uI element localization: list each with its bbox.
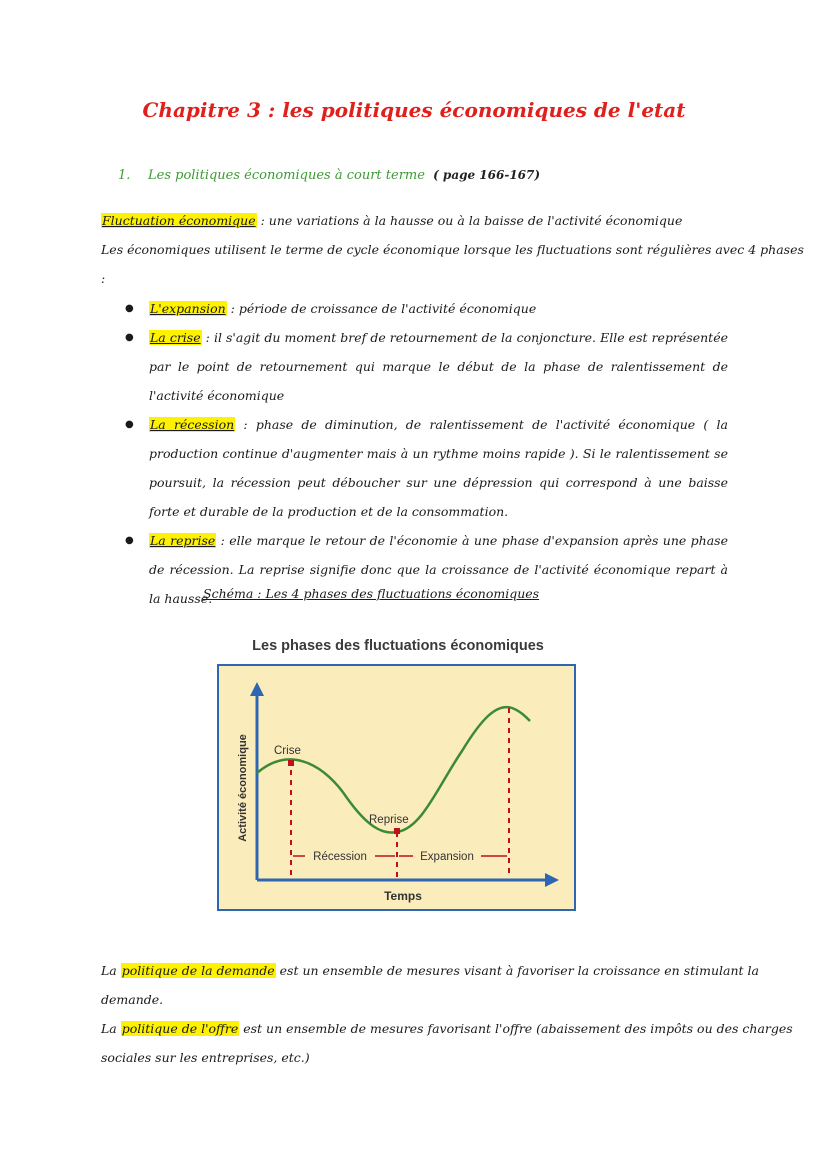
offre-term: politique de l'offre xyxy=(121,1021,239,1036)
phases-list xyxy=(128,294,728,613)
phase-term: La récession xyxy=(150,417,235,432)
offre-line-2: sociales sur les entreprises, etc.) xyxy=(101,1050,310,1065)
list-item xyxy=(128,410,728,526)
demande-line-1 xyxy=(101,963,759,978)
offre-line-1 xyxy=(101,1021,793,1036)
expansion-label: Expansion xyxy=(420,851,474,863)
chart-title: Les phases des fluctuations économiques xyxy=(252,638,544,654)
phase-text: : phase de diminution, de ralentissement de l'activité économique ( la production continue d'augmenter mais à un rythme moins rapide ). Si le ralentissement se poursuit, la récession peut déboucher sur une dépression qui correspond à une baisse forte et durable de la production et de la consommation. xyxy=(149,417,728,519)
section-title: Les politiques économiques à court terme xyxy=(148,168,425,183)
phase-term: La reprise xyxy=(150,533,216,548)
phase-text: : période de croissance de l'activité économique xyxy=(226,301,537,316)
list-item xyxy=(128,294,728,323)
fluctuations-diagram xyxy=(217,628,579,912)
section-number: 1. xyxy=(118,168,131,183)
demande-line-2: demande. xyxy=(101,992,164,1007)
demande-prefix: La xyxy=(101,963,121,978)
phase-text: : il s'agit du moment bref de retournement de la conjoncture. Elle est représentée par le point de retournement qui marque le début de la phase de ralentissement de l'activité économique xyxy=(149,330,728,403)
x-axis-label: Temps xyxy=(384,889,422,903)
cycle-colon: : xyxy=(101,271,106,286)
demande-text: est un ensemble de mesures visant à favoriser la croissance en stimulant la xyxy=(275,963,759,978)
fluctuation-definition xyxy=(101,213,682,228)
reprise-label: Reprise xyxy=(369,814,409,826)
cycle-sentence: Les économiques utilisent le terme de cycle économique lorsque les fluctuations sont régulières avec 4 phases xyxy=(101,242,804,257)
offre-text: est un ensemble de mesures favorisant l'offre (abaissement des impôts ou des charges xyxy=(239,1021,793,1036)
phase-text: : elle marque le retour de l'économie à une phase d'expansion après une phase de récession. La reprise signifie donc que la croissance de l'activité économique repart à la hausse. xyxy=(149,533,728,606)
schema-title: Schéma : Les 4 phases des fluctuations économiques xyxy=(203,586,540,601)
section-heading xyxy=(118,168,540,183)
fluctuation-text: : une variations à la hausse ou à la baisse de l'activité économique xyxy=(256,213,683,228)
fluctuation-term: Fluctuation économique xyxy=(102,213,256,228)
recession-label: Récession xyxy=(313,851,367,863)
y-axis-label: Activité économique xyxy=(237,734,249,842)
crise-label: Crise xyxy=(274,745,301,757)
page-reference: ( page 166-167) xyxy=(433,168,541,182)
crise-marker xyxy=(288,760,294,766)
chapter-title: Chapitre 3 : les politiques économiques de l'etat xyxy=(142,98,686,122)
reprise-marker xyxy=(394,828,400,834)
demande-term: politique de la demande xyxy=(121,963,275,978)
offre-prefix: La xyxy=(101,1021,121,1036)
phase-term: L'expansion xyxy=(150,301,226,316)
list-item xyxy=(128,323,728,410)
phase-term: La crise xyxy=(150,330,201,345)
